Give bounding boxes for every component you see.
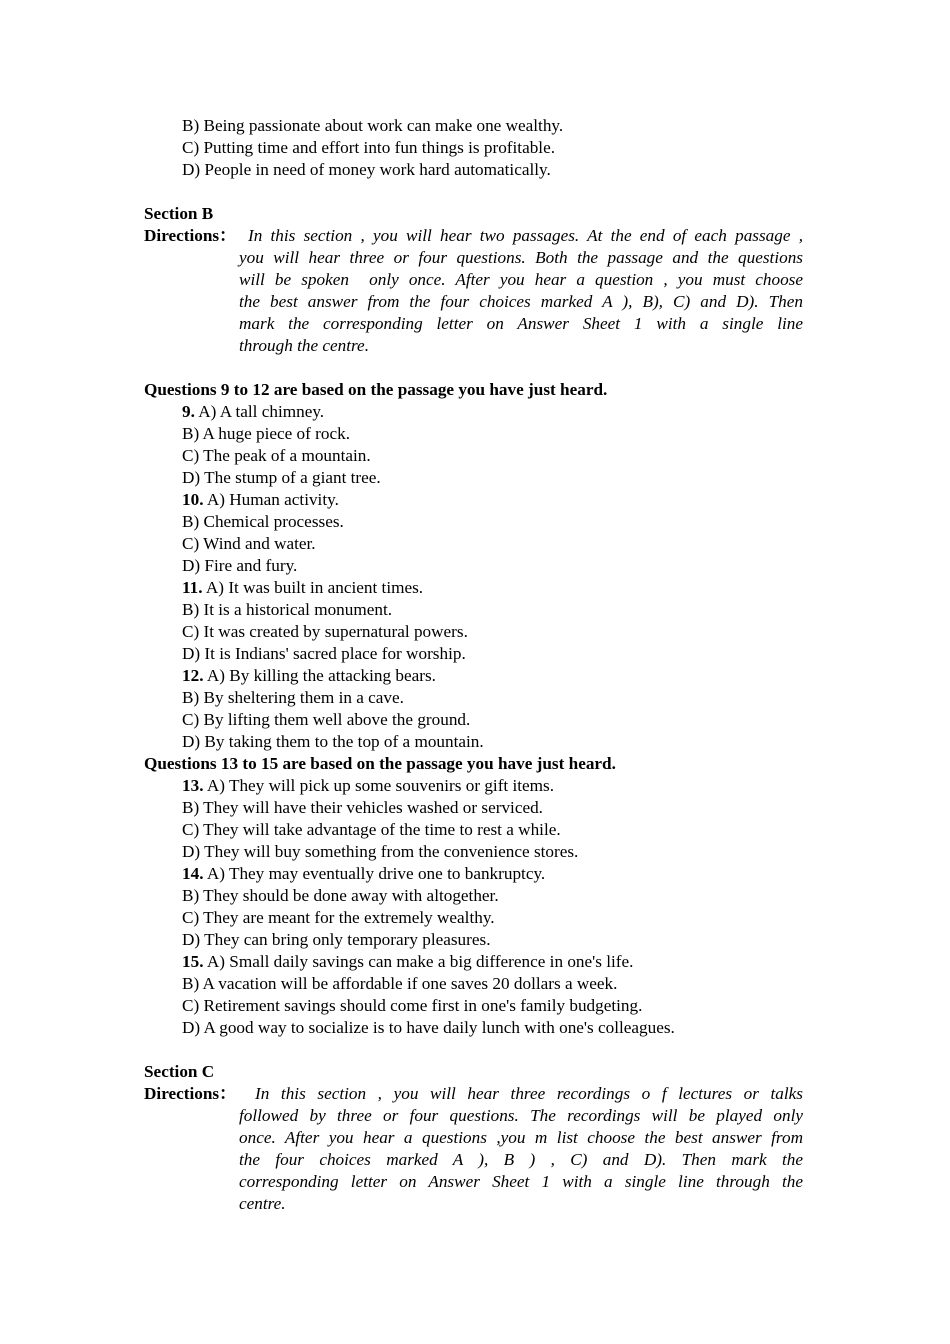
option-line: D) People in need of money work hard automatically. — [182, 160, 551, 179]
section-c-directions-line: followed by three or four questions. The recordings will be played only — [239, 1106, 803, 1125]
section-c-title: Section C — [144, 1062, 215, 1081]
question-item — [182, 951, 633, 973]
question-number: 10. — [182, 490, 204, 509]
option-line: D) They will buy something from the convenience stores. — [182, 842, 579, 861]
option-a: A) A tall chimney. — [194, 402, 325, 421]
option-line: B) They should be done away with altogether. — [182, 886, 499, 905]
option-line: C) They are meant for the extremely wealthy. — [182, 908, 495, 927]
question-item — [182, 775, 554, 797]
section-c-directions-label: Directions： — [144, 1084, 237, 1103]
question-group-heading: Questions 9 to 12 are based on the passage you have just heard. — [144, 380, 608, 399]
section-c-directions-line: corresponding letter on Answer Sheet 1 with a single line through the — [239, 1172, 803, 1191]
question-number: 14. — [182, 864, 204, 883]
option-line: C) Wind and water. — [182, 534, 316, 553]
section-b-directions-line: mark the corresponding letter on Answer Sheet 1 with a single line — [239, 314, 803, 333]
question-item — [182, 489, 339, 511]
section-b-title: Section B — [144, 204, 214, 223]
question-number: 15. — [182, 952, 204, 971]
question-item — [182, 577, 423, 599]
option-line: C) Putting time and effort into fun things is profitable. — [182, 138, 555, 157]
option-line: B) A vacation will be affordable if one saves 20 dollars a week. — [182, 974, 618, 993]
question-number: 9. — [182, 402, 195, 421]
section-b-directions-label: Directions： — [144, 226, 237, 245]
option-a: A) They will pick up some souvenirs or gift items. — [203, 776, 555, 795]
option-line: C) It was created by supernatural powers. — [182, 622, 468, 641]
question-item — [182, 401, 324, 423]
option-line: D) Fire and fury. — [182, 556, 298, 575]
question-number: 11. — [182, 578, 203, 597]
question-item — [182, 863, 545, 885]
option-line: C) The peak of a mountain. — [182, 446, 371, 465]
option-line: B) Being passionate about work can make one wealthy. — [182, 116, 564, 135]
option-line: D) By taking them to the top of a mountain. — [182, 732, 484, 751]
option-a: A) They may eventually drive one to bankruptcy. — [203, 864, 546, 883]
option-line: D) They can bring only temporary pleasures. — [182, 930, 491, 949]
section-b-directions-line: you will hear three or four questions. Both the passage and the questions — [239, 248, 803, 267]
option-line: D) The stump of a giant tree. — [182, 468, 381, 487]
option-a: A) By killing the attacking bears. — [203, 666, 436, 685]
option-line: B) Chemical processes. — [182, 512, 344, 531]
option-a: A) It was built in ancient times. — [202, 578, 424, 597]
section-c-directions-line: centre. — [239, 1194, 286, 1213]
question-number: 12. — [182, 666, 204, 685]
section-b-directions-line: the best answer from the four choices marked A ), B), C) and D). Then — [239, 292, 803, 311]
option-line: B) A huge piece of rock. — [182, 424, 351, 443]
question-group-heading: Questions 13 to 15 are based on the passage you have just heard. — [144, 754, 616, 773]
section-c-directions-line: In this section , you will hear three recordings o f lectures or talks — [255, 1084, 803, 1103]
option-line: B) By sheltering them in a cave. — [182, 688, 404, 707]
question-number: 13. — [182, 776, 204, 795]
section-c-directions-line: the four choices marked A ), B ) , C) and D). Then mark the — [239, 1150, 803, 1169]
option-line: B) They will have their vehicles washed or serviced. — [182, 798, 543, 817]
option-a: A) Human activity. — [203, 490, 339, 509]
option-line: C) Retirement savings should come first in one's family budgeting. — [182, 996, 643, 1015]
option-line: D) A good way to socialize is to have daily lunch with one's colleagues. — [182, 1018, 675, 1037]
option-line: C) By lifting them well above the ground. — [182, 710, 471, 729]
option-line: D) It is Indians' sacred place for worship. — [182, 644, 466, 663]
section-b-directions-line: through the centre. — [239, 336, 369, 355]
option-line: C) They will take advantage of the time to rest a while. — [182, 820, 561, 839]
section-c-directions-line: once. After you hear a questions ,you m list choose the best answer from — [239, 1128, 803, 1147]
option-a: A) Small daily savings can make a big difference in one's life. — [203, 952, 634, 971]
question-item — [182, 665, 436, 687]
option-line: B) It is a historical monument. — [182, 600, 393, 619]
section-b-directions-line: will be spoken only once. After you hear a question , you must choose — [239, 270, 803, 289]
section-b-directions-line: In this section , you will hear two passages. At the end of each passage , — [248, 226, 803, 245]
